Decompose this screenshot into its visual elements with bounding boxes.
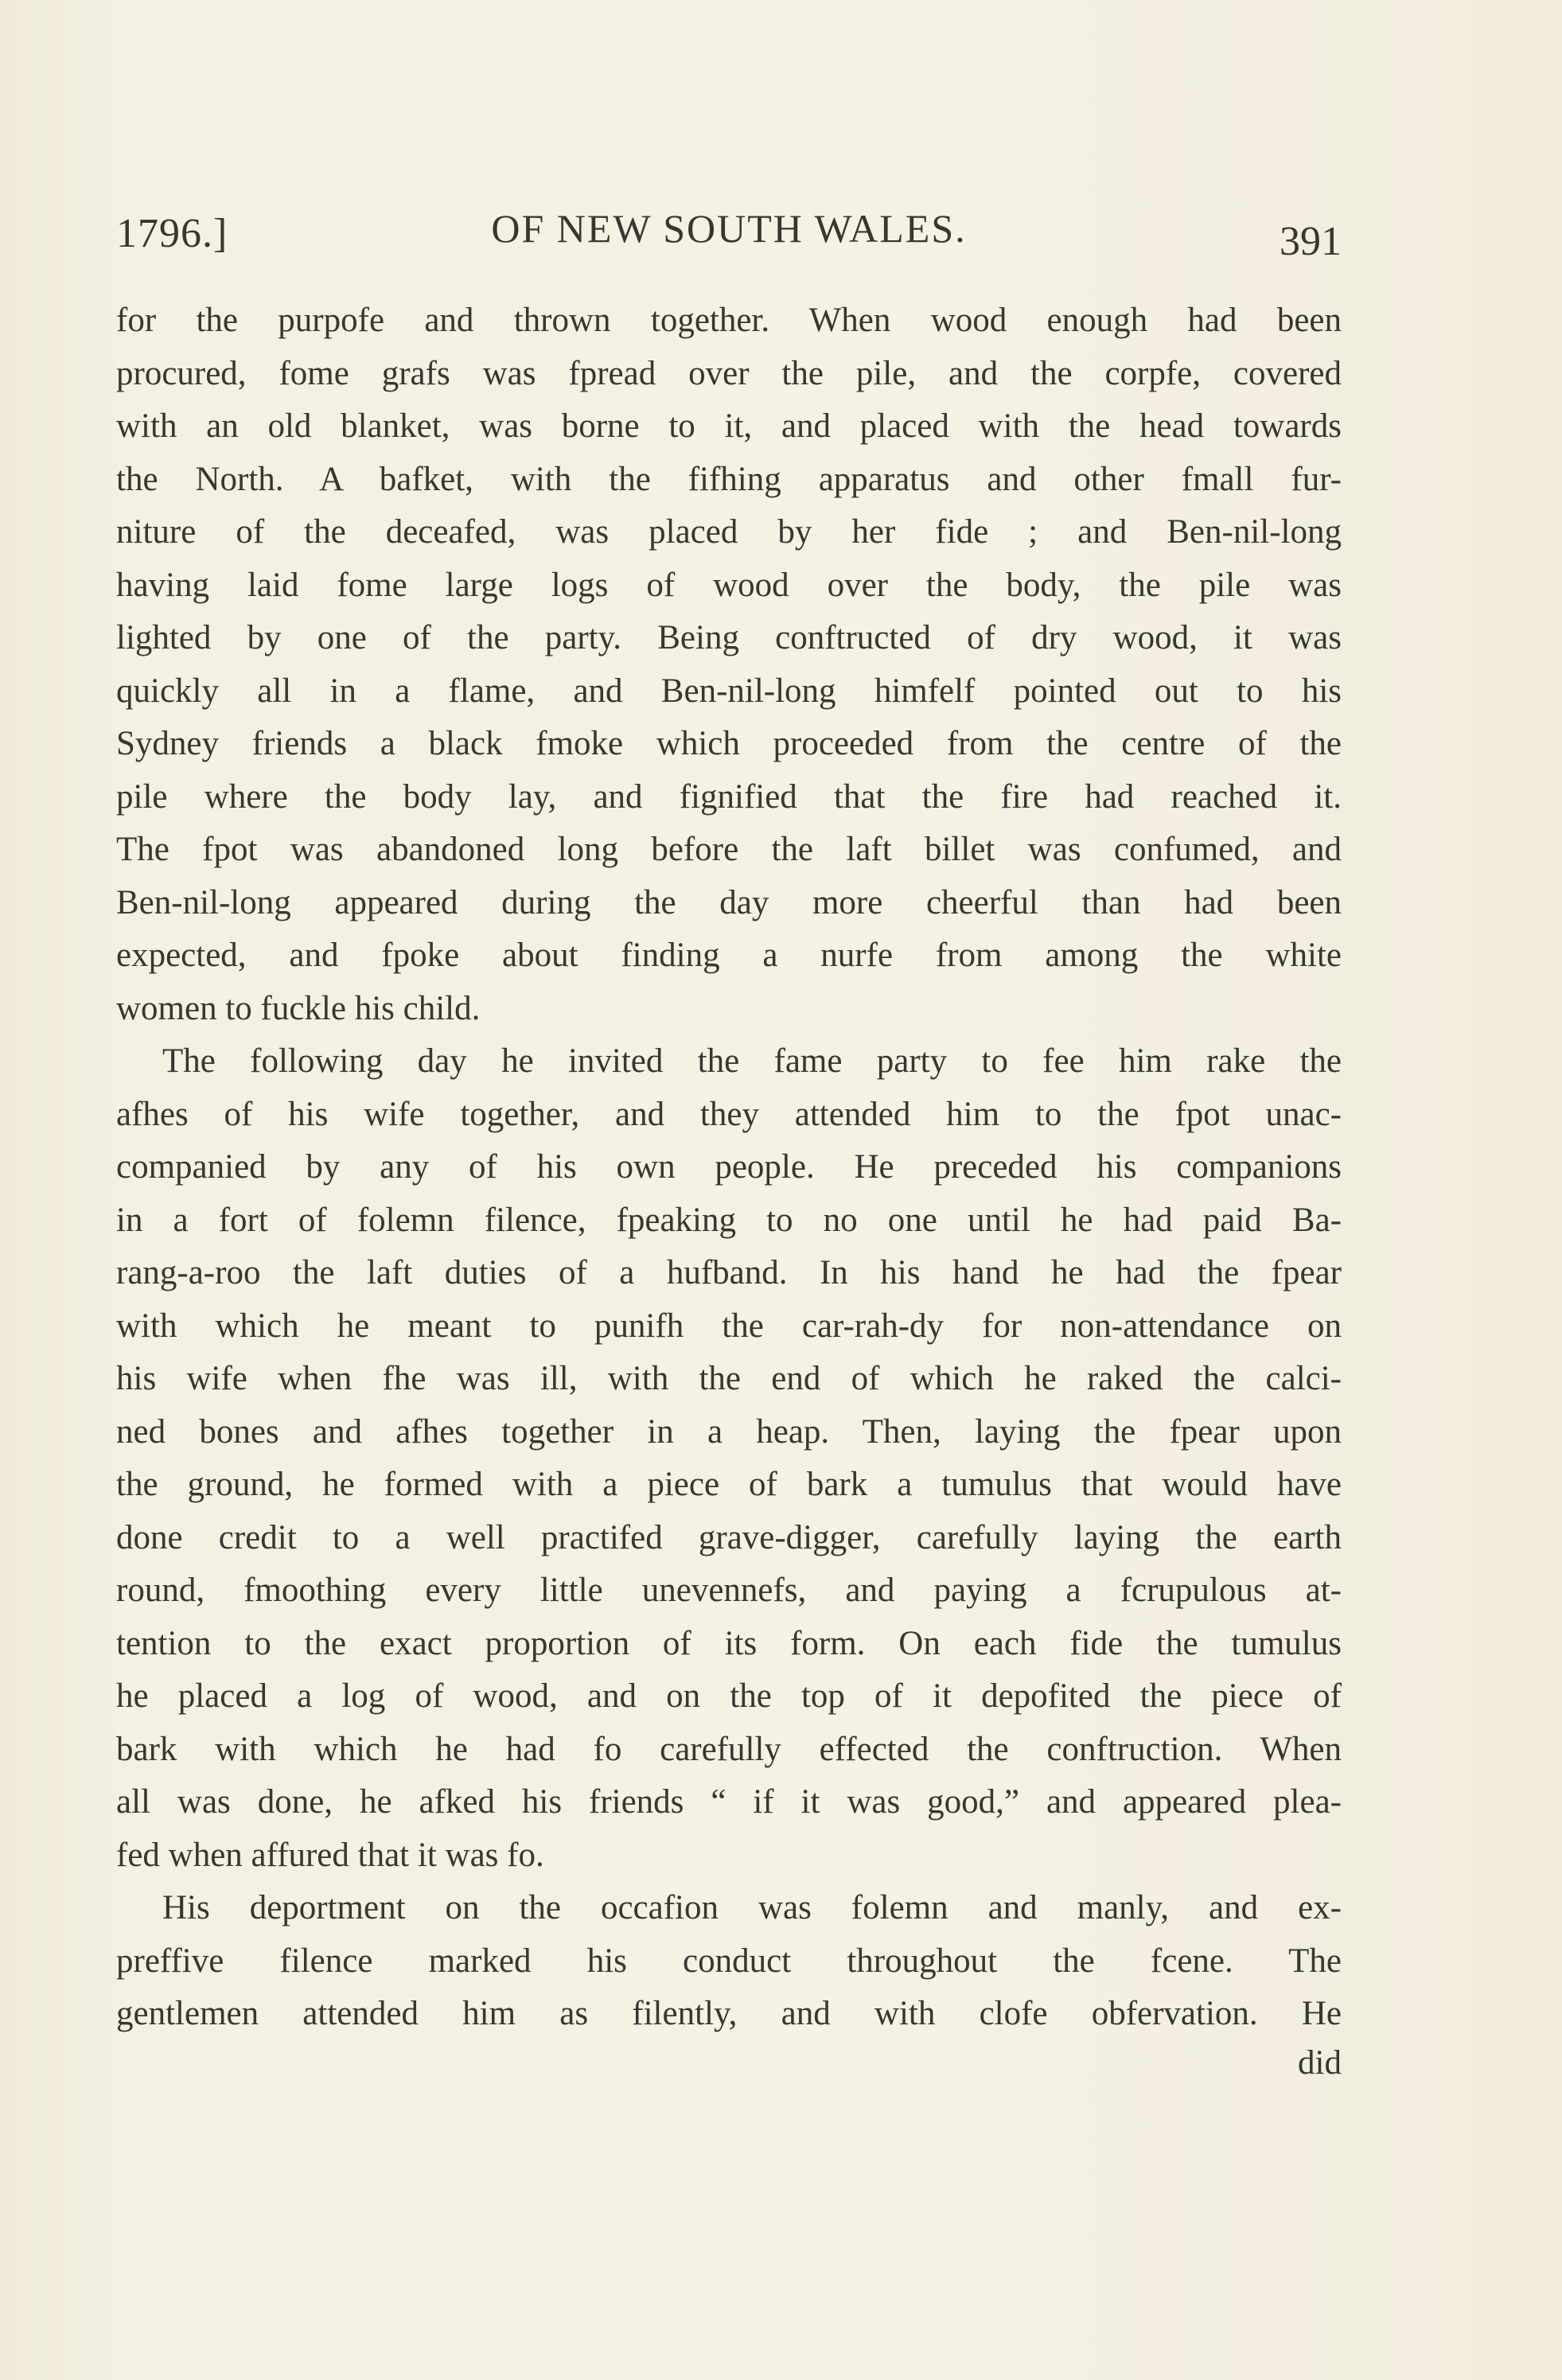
text-line: with which he meant to punifh the car-rah-dy for non-attendance on [116, 1307, 1342, 1345]
text-line: Sydney friends a black fmoke which proceeded from the centre of the [116, 725, 1342, 762]
text-line: His deportment on the occafion was folemn and manly, and ex- [162, 1889, 1342, 1926]
text-line: all was done, he afked his friends “ if it was good,” and appeared plea- [116, 1783, 1342, 1821]
text-line: the North. A bafket, with the fifhing apparatus and other fmall fur- [116, 460, 1342, 498]
catchword: did [1298, 2044, 1342, 2082]
text-line: procured, fome grafs was fpread over the pile, and the corpfe, covered [116, 354, 1342, 392]
text-line: niture of the deceafed, was placed by her fide ; and Ben-nil-long [116, 513, 1342, 551]
text-line: companied by any of his own people. He preceded his companions [116, 1148, 1342, 1186]
page-number: 391 [1280, 219, 1342, 264]
text-line: fed when affured that it was fo. [116, 1836, 544, 1874]
text-line: The fpot was abandoned long before the laft billet was confumed, and [116, 831, 1342, 868]
running-head-title: OF NEW SOUTH WALES. [491, 206, 967, 251]
text-line: having laid fome large logs of wood over the body, the pile was [116, 566, 1342, 604]
text-line: for the purpofe and thrown together. When wood enough had been [116, 302, 1342, 339]
text-line: round, fmoothing every little unevennefs, and paying a fcrupulous at- [116, 1572, 1342, 1609]
text-line: Ben-nil-long appeared during the day more cheerful than had been [116, 883, 1342, 921]
text-line: his wife when fhe was ill, with the end of which he raked the calci- [116, 1360, 1342, 1397]
text-line: pile where the body lay, and fignified that the fire had reached it. [116, 777, 1342, 816]
text-line: women to fuckle his child. [116, 989, 481, 1027]
text-line: preffive filence marked his conduct throughout the fcene. The [116, 1942, 1342, 1980]
text-line: with an old blanket, was borne to it, and placed with the head towards [116, 407, 1342, 445]
text-line: ned bones and afhes together in a heap. Then, laying the fpear upon [116, 1412, 1342, 1451]
text-line: gentlemen attended him as filently, and with clofe obfervation. He [116, 1995, 1342, 2032]
text-line: afhes of his wife together, and they attended him to the fpot unac- [116, 1095, 1342, 1133]
running-head-year: 1796.] [116, 211, 228, 256]
text-line: quickly all in a flame, and Ben-nil-long himfelf pointed out to his [116, 672, 1342, 710]
text-line: he placed a log of wood, and on the top of it depofited the piece of [116, 1677, 1342, 1715]
text-line: rang-a-roo the laft duties of a hufband. In his hand he had the fpear [116, 1254, 1342, 1291]
text-line: done credit to a well practifed grave-digger, carefully laying the earth [116, 1518, 1342, 1556]
body-text [116, 294, 1342, 2041]
text-line: bark with which he had fo carefully effected the conftruction. When [116, 1730, 1342, 1768]
text-line: in a fort of folemn filence, fpeaking to no one until he had paid Ba- [116, 1201, 1342, 1239]
text-line: The following day he invited the fame party to fee him rake the [162, 1042, 1342, 1080]
text-line: tention to the exact proportion of its form. On each fide the tumulus [116, 1624, 1342, 1662]
text-line: lighted by one of the party. Being conftructed of dry wood, it was [116, 619, 1342, 656]
text-line: the ground, he formed with a piece of bark a tumulus that would have [116, 1466, 1342, 1503]
text-line: expected, and fpoke about finding a nurfe from among the white [116, 937, 1342, 974]
running-head [116, 199, 1342, 263]
